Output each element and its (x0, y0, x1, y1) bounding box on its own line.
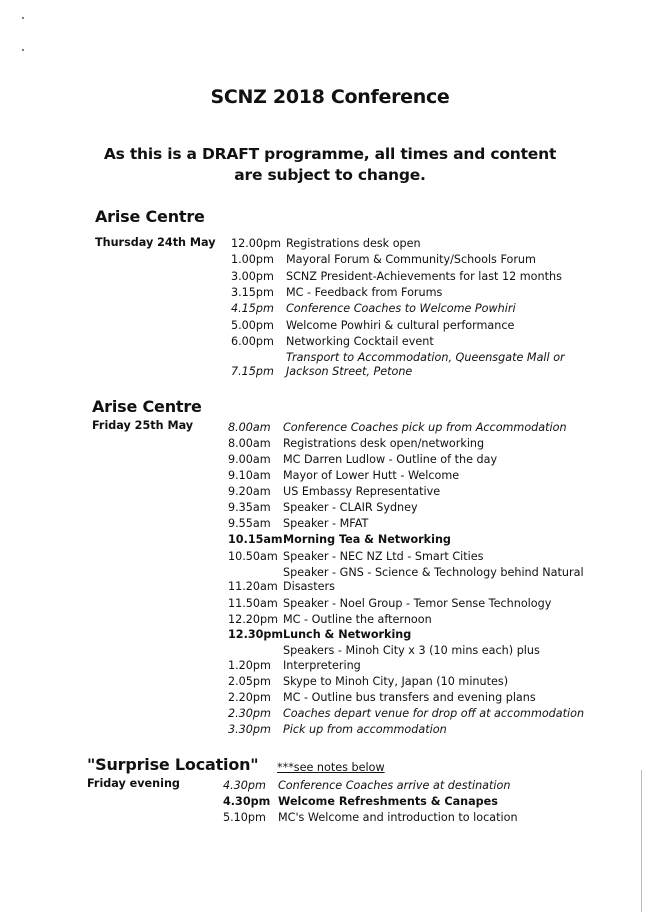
day-label: Friday evening (87, 777, 180, 790)
row-description: Coaches depart venue for drop off at accommodation (283, 707, 585, 720)
venue-heading: Arise Centre (92, 397, 202, 416)
row-description: MC Darren Ludlow - Outline of the day (283, 453, 498, 466)
row-time: 2.20pm (228, 691, 271, 704)
row-time: 5.10pm (223, 811, 266, 824)
row-time: 3.30pm (228, 723, 271, 736)
row-description: Welcome Powhiri & cultural performance (286, 319, 515, 332)
row-description: Speaker - GNS - Science & Technology behind Natural (283, 566, 584, 579)
row-time: 10.15am (228, 533, 283, 546)
row-time: 12.20pm (228, 613, 279, 626)
scan-speck (22, 17, 24, 19)
row-description: MC - Outline the afternoon (283, 613, 432, 626)
day-label: Thursday 24th May (95, 236, 216, 249)
row-description: Welcome Refreshments & Canapes (278, 795, 498, 808)
draft-notice: As this is a DRAFT programme, all times and content are subject to change. (103, 145, 557, 184)
row-description: Conference Coaches arrive at destination (278, 779, 511, 792)
row-time: 2.30pm (228, 707, 271, 720)
row-description: Skype to Minoh City, Japan (10 minutes) (283, 675, 509, 688)
row-description: Registrations desk open (286, 237, 421, 250)
row-description-continued: Jackson Street, Petone (286, 365, 413, 378)
row-time: 9.55am (228, 517, 271, 530)
row-description-continued: Interpretering (283, 659, 361, 672)
row-description: MC - Feedback from Forums (286, 286, 443, 299)
row-time: 3.15pm (231, 286, 274, 299)
row-time: 10.50am (228, 550, 278, 563)
row-time: 11.20am (228, 580, 278, 593)
row-description: Transport to Accommodation, Queensgate Mall or (286, 351, 565, 364)
row-time: 8.00am (228, 437, 271, 450)
scan-edge-line (641, 770, 642, 912)
row-description: Networking Cocktail event (286, 335, 434, 348)
venue-heading: "Surprise Location" (87, 755, 259, 774)
row-time: 9.10am (228, 469, 271, 482)
row-description: Speaker - Noel Group - Temor Sense Technology (283, 597, 552, 610)
scan-speck (22, 49, 24, 51)
row-time: 12.30pm (228, 628, 284, 641)
row-time: 12.00pm (231, 237, 282, 250)
see-notes-link: ***see notes below (277, 761, 385, 774)
row-description: Speaker - MFAT (283, 517, 369, 530)
row-time: 1.00pm (231, 253, 274, 266)
row-time: 11.50am (228, 597, 278, 610)
row-description: Pick up from accommodation (283, 723, 447, 736)
row-description: Registrations desk open/networking (283, 437, 485, 450)
row-time: 9.35am (228, 501, 271, 514)
row-time: 4.15pm (231, 302, 274, 315)
row-time: 4.30pm (223, 795, 271, 808)
row-time: 3.00pm (231, 270, 274, 283)
day-label: Friday 25th May (92, 419, 194, 432)
row-description: Conference Coaches pick up from Accommodation (283, 421, 567, 434)
row-time: 1.20pm (228, 659, 271, 672)
document-title: SCNZ 2018 Conference (210, 86, 450, 108)
row-time: 6.00pm (231, 335, 274, 348)
row-time: 9.20am (228, 485, 271, 498)
row-time: 8.00am (228, 421, 271, 434)
row-description: Speaker - CLAIR Sydney (283, 501, 418, 514)
row-description: Mayoral Forum & Community/Schools Forum (286, 253, 536, 266)
row-description: Lunch & Networking (283, 628, 412, 641)
venue-heading: Arise Centre (95, 207, 205, 226)
row-description: Morning Tea & Networking (283, 533, 451, 546)
row-description: US Embassy Representative (283, 485, 441, 498)
row-time: 9.00am (228, 453, 271, 466)
row-description: MC's Welcome and introduction to location (278, 811, 518, 824)
row-description: Mayor of Lower Hutt - Welcome (283, 469, 460, 482)
row-description: MC - Outline bus transfers and evening plans (283, 691, 536, 704)
row-time: 2.05pm (228, 675, 271, 688)
row-description: Conference Coaches to Welcome Powhiri (286, 302, 516, 315)
row-description: Speakers - Minoh City x 3 (10 mins each) plus (283, 644, 540, 657)
row-description: Speaker - NEC NZ Ltd - Smart Cities (283, 550, 484, 563)
row-time: 5.00pm (231, 319, 274, 332)
row-time: 4.30pm (223, 779, 266, 792)
row-description: SCNZ President-Achievements for last 12 months (286, 270, 562, 283)
row-description-continued: Disasters (283, 580, 335, 593)
row-time: 7.15pm (231, 365, 274, 378)
